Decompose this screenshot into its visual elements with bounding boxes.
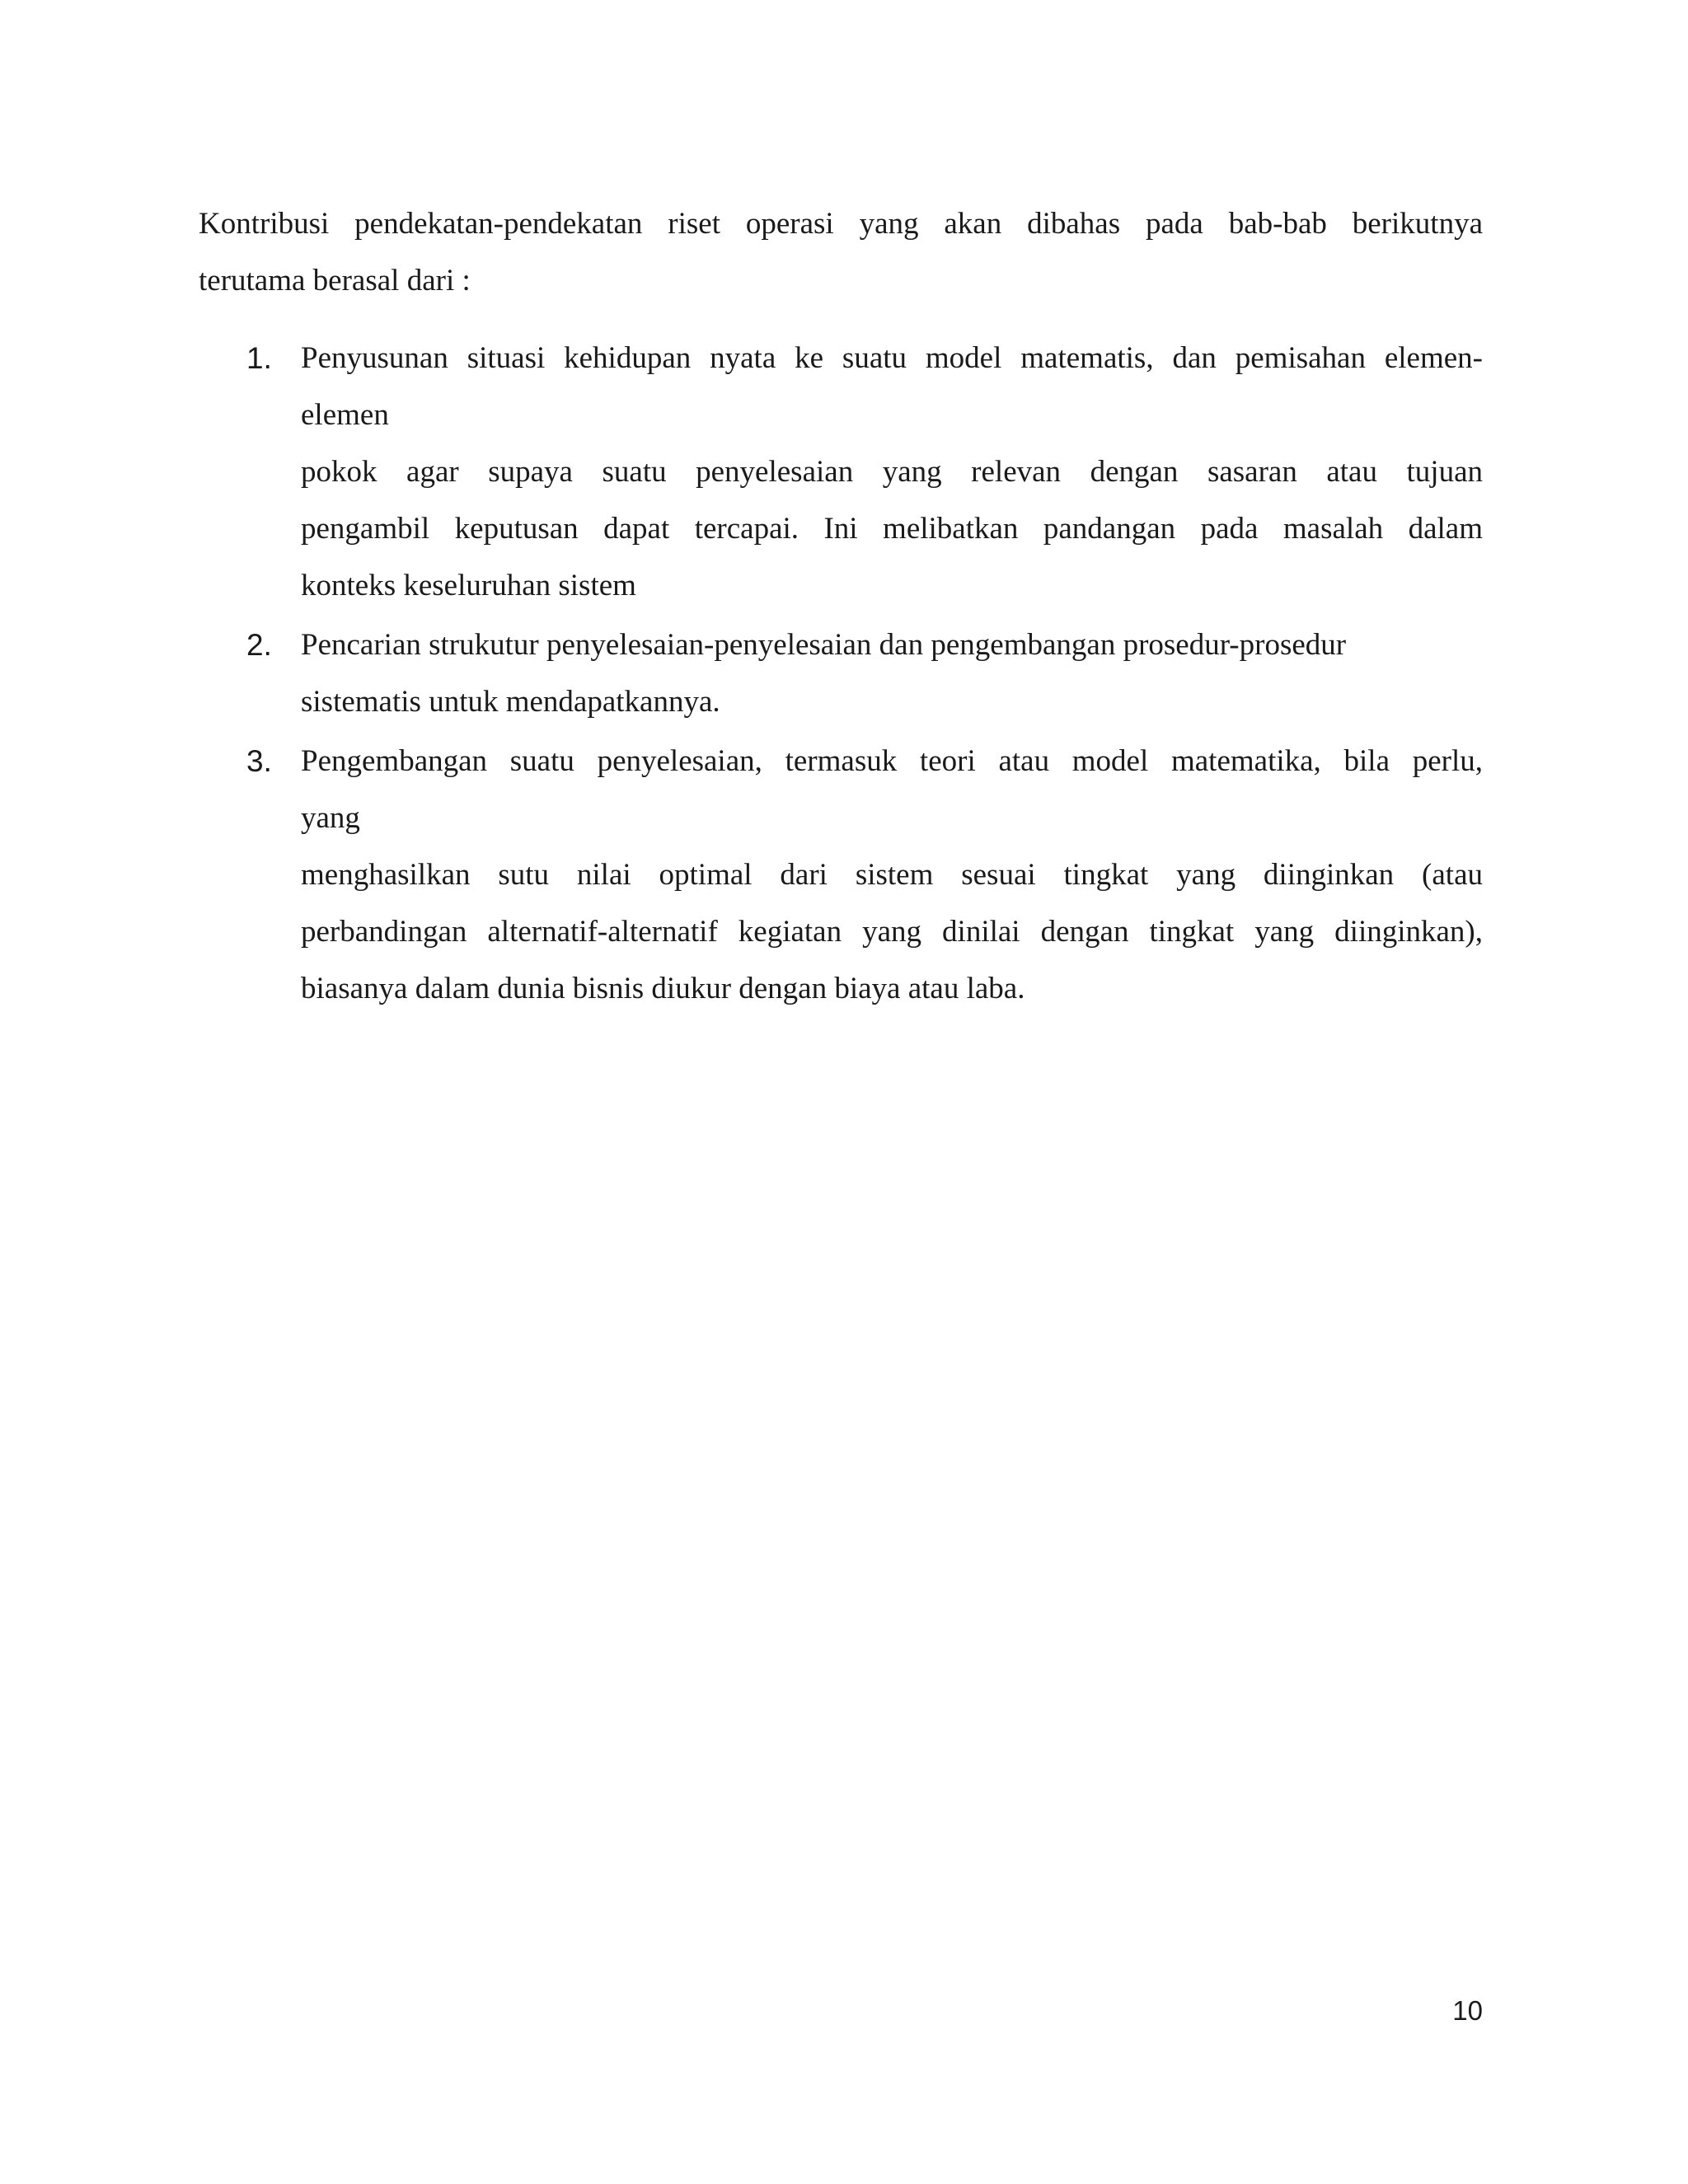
list-item-2-line-1: Pencarian strukutur penyelesaian-penyelesaian dan pengembangan prosedur-prosedur — [301, 628, 1347, 662]
list-number-2: 2. — [246, 628, 272, 662]
list-number-3: 3. — [246, 744, 272, 778]
numbered-list — [199, 330, 1483, 1017]
list-item-1-line-1: Penyusunan situasi kehidupan nyata ke suatu model matematis, dan pemisahan elemen- — [301, 341, 1483, 375]
intro-paragraph — [199, 195, 1483, 309]
intro-line-1: Kontribusi pendekatan-pendekatan riset operasi yang akan dibahas pada bab-bab berikutnya — [199, 207, 1483, 241]
list-item-2 — [199, 616, 1483, 730]
list-item-1-line-2: elemen — [301, 398, 389, 432]
list-item-1-line-3: pokok agar supaya suatu penyelesaian yang relevan dengan sasaran atau tujuan — [301, 455, 1483, 489]
list-item-1 — [199, 330, 1483, 614]
list-item-3-line-5: biasanya dalam dunia bisnis diukur dengan biaya atau laba. — [301, 972, 1025, 1005]
list-item-3-line-1: Pengembangan suatu penyelesaian, termasuk teori atau model matematika, bila perlu, — [301, 744, 1483, 778]
intro-line-2: terutama berasal dari : — [199, 264, 471, 298]
list-item-3-line-3: menghasilkan sutu nilai optimal dari sistem sesuai tingkat yang diinginkan (atau — [301, 858, 1483, 892]
list-item-1-line-5: konteks keseluruhan sistem — [301, 569, 636, 602]
list-item-2-line-2: sistematis untuk mendapatkannya. — [301, 685, 720, 719]
list-item-1-line-4: pengambil keputusan dapat tercapai. Ini melibatkan pandangan pada masalah dalam — [301, 512, 1483, 546]
list-number-1: 1. — [246, 341, 272, 375]
list-item-3-line-4: perbandingan alternatif-alternatif kegiatan yang dinilai dengan tingkat yang diinginkan), — [301, 915, 1483, 949]
list-item-3 — [199, 733, 1483, 1017]
page-number: 10 — [1452, 1995, 1483, 2026]
list-item-3-line-2: yang — [301, 801, 360, 835]
